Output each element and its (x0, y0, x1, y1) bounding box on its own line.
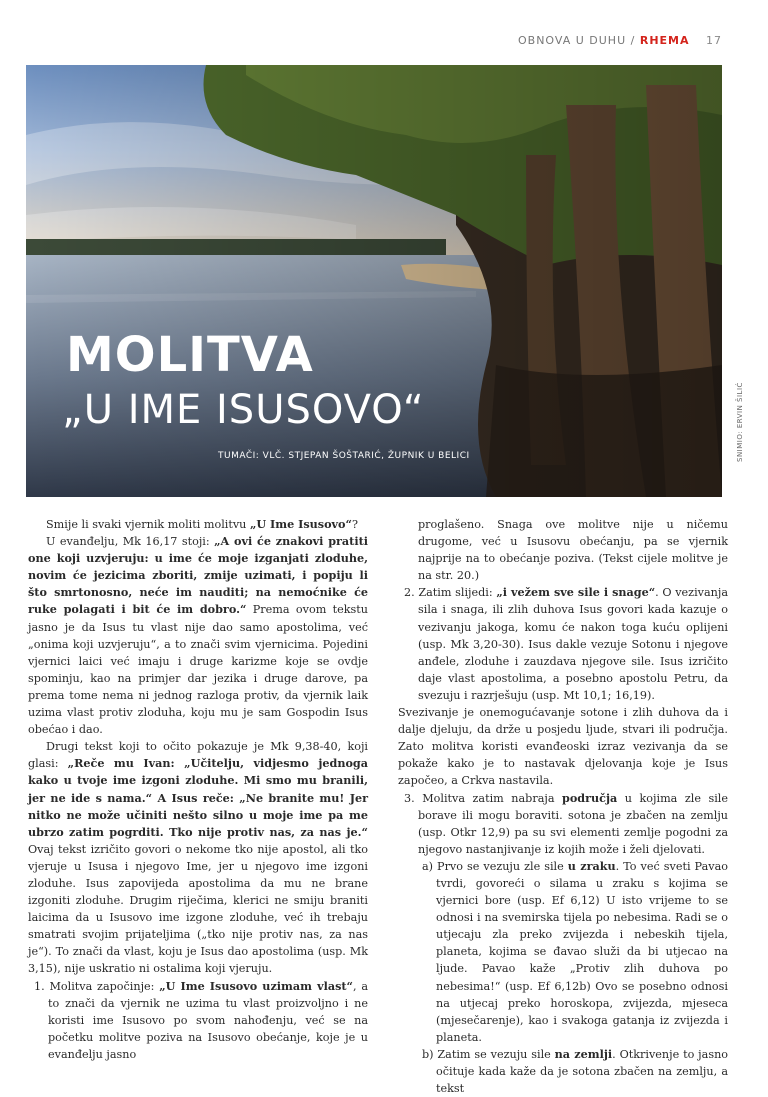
left-column-paragraph: Smije li svaki vjernik moliti molitvu „U Ime Isusovo“? (46, 517, 358, 531)
photo-credit: SNIMIO: ERVIN ŠILIĆ (736, 382, 744, 462)
right-column-paragraph: 3. Molitva zatim nabraja područja u kojima zle sile borave ili mogu boraviti. sotona je zbačen na zemlju (usp. Otkr 12,9) pa su svi elementi zemlje pogodni za njegovo nastanjivanje iz kojih može i želi djelovati. (404, 790, 728, 856)
left-text-column (28, 516, 368, 1063)
right-column-paragraph: 2. Zatim slijedi: „i vežem sve sile i snage“. O vezivanja sila i snaga, ili zlih duhova Isus govori kada kazuje o vezivanju jakoga, komu će nakon toga kuću oplijeni (usp. Mk 3,20-30). Isus dakle vezuje Sotonu i njegove anđele, zloduhe i zauzdava njegove sile. Isus izričito daje vlast apostolima, a posebno apostolu Petru, da svezuju i razrješuju (usp. Mt 10,1; 16,19). (404, 585, 728, 702)
left-column-paragraph: U evanđelju, Mk 16,17 stoji: „A ovi će znakovi pratiti one koji uzvjeruju: u ime će moje izganjati zloduhe, novim će jezicima zboriti, zmije uzimati, i popiju li što smrtonosno, neće im nauditi; na nemoćnike će ruke polagati i bit će im dobro.“ Prema ovom tekstu jasno je da Isus tu vlast nije dao samo apostolima, već „onima koji uzvjeruju“, a to znači svim vjernicima. Pojedini vjernici laici već imaju i druge karizme koje se ovdje spominju, kao na primjer dar jezika i druge darove, pa prema tome nema ni jednog razloga protiv, da vjernik laik uzima vlast protiv zloduha, koju mu je sam Gospodin Isus obećao i dao. (28, 534, 368, 737)
left-column-paragraph: 1. Molitva započinje: „U Ime Isusovo uzimam vlast“, a to znači da vjernik ne uzima tu vlast proizvoljno i ne koristi ime Isusovo po svom nahođenju, već se na početku molitve poziva na Isusovo obećanje, koje je u evanđelju jasno (34, 978, 368, 1061)
article-title-line-1: MOLITVA (66, 327, 314, 383)
article-title-line-2: „U IME ISUSOVO“ (62, 387, 425, 433)
right-column-paragraph: proglašeno. Snaga ove molitve nije u ničemu drugome, već u Isusovu obećanju, pa se vjernik najprije na to obećanje poziva. (Tekst cijele molitve je na str. 20.) (418, 518, 728, 583)
left-column-paragraph: Drugi tekst koji to očito pokazuje je Mk 9,38-40, koji glasi: „Reče mu Ivan: „Učitelju, vidjesmo jednoga kako u tvoje ime izgoni zloduhe. Mi smo mu branili, jer ne ide s nama.“ A Isus reče: „Ne branite mu! Jer nitko ne može učiniti nešto silno u moje ime pa me ubrzo zatim pogrditi. Tko nije protiv nas, za nas je.“ Ovaj tekst izričito govori o nekome tko nije apostol, ali tko vjeruje u Isusa i njegovo Ime, jer u njegovo ime izgoni zloduhe. Isus zapovijeda apostolima da mu ne brane izgoniti zloduhe. Drugim riječima, klerici ne smiju braniti laicima da u Isusovo ime izgone zloduhe, već ih trebaju smatrati svojim prijateljima („tko nije protiv nas, za nas je“). To znači da vlast, koju je Isus dao apostolima (usp. Mk 3,15), nije uskratio ni ostalima koji vjeruju. (28, 740, 368, 976)
running-header (518, 34, 722, 47)
article-byline: TUMAČI: VLČ. STJEPAN ŠOŠTARIĆ, ŽUPNIK U BELICI (218, 451, 470, 461)
right-column-paragraph: a) Prvo se vezuju zle sile u zraku. To već sveti Pavao tvrdi, govoreći o silama u zraku s kojima se vjernici bore (usp. Ef 6,12) U isto vrijeme to se odnosi i na svemirska tijela po nebesima. Radi se o utjecaju zla preko zvijezda i nebeskih tijela, planeta, kojima se đavao služi da bi utjecao na ljude. Pavao kaže „Protiv zlih duhova po nebesima!“ (usp. Ef 6,12b) Ovo se posebno odnosi na utjecaj preko horoskopa, zvijezda, mjeseca (mjesečarenje), kao i svakoga gatanja iz zvijezda i planeta. (422, 858, 728, 1044)
right-column-paragraph: Svezivanje je onemogućavanje sotone i zlih duhova da i dalje djeluju, da drže u posjedu ljude, stvari ili područja. Zato molitva koristi evanđeoski izraz vezivanja da se pokaže kako je to nastavak djelovanja koje je Isus započeo, a Crkva nastavila. (398, 706, 728, 788)
hero-photo (26, 65, 722, 497)
right-text-column (398, 516, 728, 1097)
page-number: 17 (706, 34, 722, 47)
brand-name: RHEMA (639, 34, 690, 47)
section-name: OBNOVA U DUHU / (518, 34, 636, 47)
right-column-paragraph: b) Zatim se vezuju sile na zemlji. Otkrivenje to jasno očituje kada kaže da je sotona zbačen na zemlju, a tekst (422, 1046, 729, 1096)
